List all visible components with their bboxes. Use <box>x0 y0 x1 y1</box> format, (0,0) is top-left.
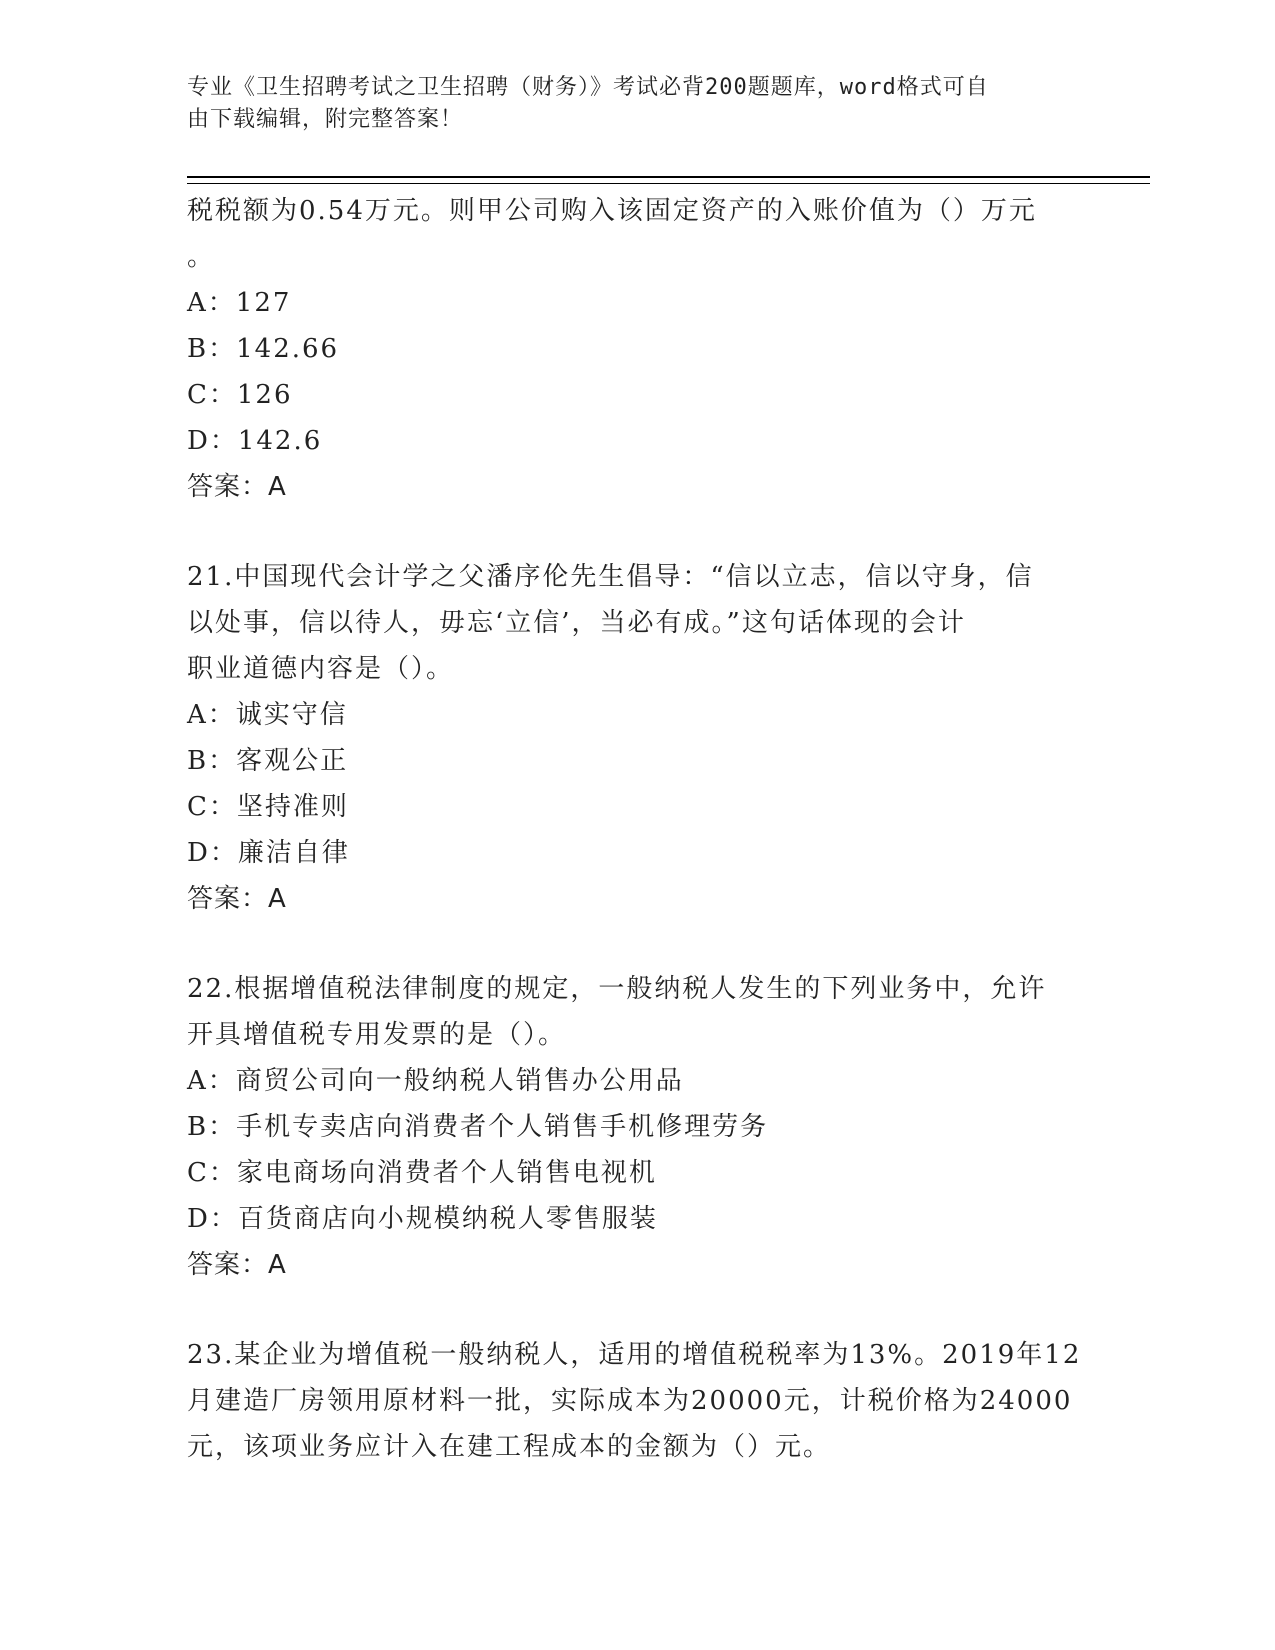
question-22 <box>187 966 1087 1288</box>
question-stem-line: 月建造厂房领用原材料一批，实际成本为20000元，计税价格为24000 <box>187 1386 1073 1416</box>
option-d: D：百货商店向小规模纳税人零售服装 <box>187 1204 658 1234</box>
question-stem-line: 22.根据增值税法律制度的规定，一般纳税人发生的下列业务中，允许 <box>187 974 1047 1004</box>
option-a: A：诚实守信 <box>187 700 348 730</box>
option-a: A：商贸公司向一般纳税人销售办公用品 <box>187 1066 684 1096</box>
option-b: B：手机专卖店向消费者个人销售手机修理劳务 <box>187 1112 769 1142</box>
answer-line: 答案：A <box>187 884 287 914</box>
option-c: C：家电商场向消费者个人销售电视机 <box>187 1158 657 1188</box>
question-20 <box>187 188 1087 510</box>
question-stem-line: 职业道德内容是（）。 <box>187 654 455 684</box>
question-stem-line: 开具增值税专用发票的是（）。 <box>187 1020 567 1050</box>
spacer <box>187 1288 1087 1332</box>
question-stem-line: 以处事，信以待人，毋忘‘立信’，当必有成。”这句话体现的会计 <box>187 608 966 638</box>
question-21 <box>187 554 1087 922</box>
question-stem-line: 元，该项业务应计入在建工程成本的金额为（）元。 <box>187 1432 832 1462</box>
question-stem-line: 23.某企业为增值税一般纳税人，适用的增值税税率为13%。2019年12 <box>187 1340 1082 1370</box>
header-divider-thick <box>187 176 1150 178</box>
option-b: B：142.66 <box>187 334 340 364</box>
spacer <box>187 510 1087 554</box>
document-body <box>187 188 1087 1470</box>
header-line-1: 专业《卫生招聘考试之卫生招聘（财务）》考试必背200题题库，word格式可自 <box>187 75 989 100</box>
question-23 <box>187 1332 1087 1470</box>
header-divider-thin <box>187 183 1150 184</box>
document-header <box>187 72 1067 136</box>
question-stem-line: 。 <box>187 242 216 272</box>
answer-line: 答案：A <box>187 1250 287 1280</box>
header-line-2: 由下载编辑，附完整答案！ <box>187 107 464 132</box>
question-stem-line: 税税额为0.54万元。则甲公司购入该固定资产的入账价值为（）万元 <box>187 196 1037 226</box>
option-d: D：142.6 <box>187 426 323 456</box>
question-stem-line: 21.中国现代会计学之父潘序伦先生倡导：“信以立志，信以守身，信 <box>187 562 1034 592</box>
option-c: C：126 <box>187 380 293 410</box>
spacer <box>187 922 1087 966</box>
option-c: C：坚持准则 <box>187 792 349 822</box>
option-b: B：客观公正 <box>187 746 349 776</box>
option-a: A：127 <box>187 288 292 318</box>
option-d: D：廉洁自律 <box>187 838 350 868</box>
answer-line: 答案：A <box>187 472 287 502</box>
